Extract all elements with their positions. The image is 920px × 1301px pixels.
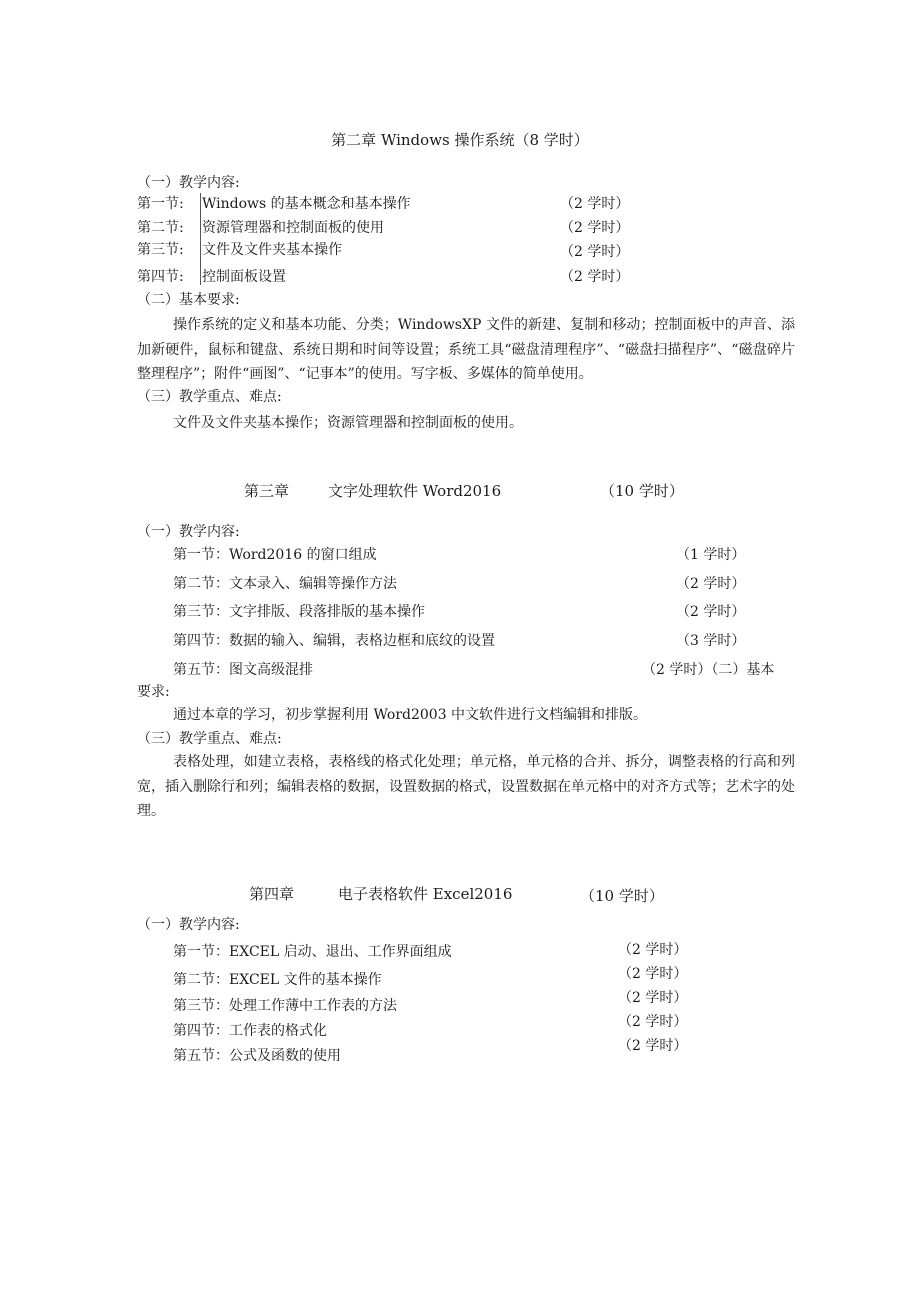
chapter3-content-heading: （一）教学内容:	[137, 524, 240, 540]
chapter3-key-points-heading: （三）教学重点、难点:	[137, 731, 282, 747]
chapter3-requirements-heading-cont: 要求:	[137, 684, 170, 700]
chapter2-section-label: 第二节:	[137, 220, 184, 236]
chapter3-section: 第五节：图文高级混排	[173, 662, 313, 678]
chapter3-requirements-text: 通过本章的学习，初步掌握利用 Word2003 中文软件进行文档编辑和排版。	[173, 707, 648, 723]
chapter4-section-hours: （2 学时）	[618, 1014, 688, 1030]
chapter4-section-hours: （2 学时）	[618, 990, 688, 1006]
chapter2-section-label: 第四节:	[137, 269, 184, 285]
chapter4-title: 电子表格软件 Excel2016	[338, 885, 513, 903]
chapter2-section-hours: （2 学时）	[560, 220, 630, 236]
chapter3-section: 第二节：文本录入、编辑等操作方法	[173, 576, 397, 592]
chapter2-section-hours: （2 学时）	[560, 269, 630, 285]
chapter4-content-heading: （一）教学内容:	[137, 917, 240, 933]
chapter3-section-hours: （3 学时）	[676, 633, 746, 649]
chapter3-title: 文字处理软件 Word2016	[328, 482, 502, 500]
chapter4-hours: （10 学时）	[580, 887, 664, 905]
chapter2-section-title: 文件及文件夹基本操作	[202, 242, 342, 258]
chapter4-section: 第四节：工作表的格式化	[173, 1023, 327, 1039]
chapter3-hours: （10 学时）	[600, 482, 684, 500]
chapter3-section: 第一节：Word2016 的窗口组成	[173, 547, 377, 563]
chapter3-section-hours: （2 学时）（二）基本	[642, 662, 775, 678]
chapter2-section-title: Windows 的基本概念和基本操作	[202, 196, 411, 212]
chapter4-section: 第三节：处理工作薄中工作表的方法	[173, 998, 397, 1014]
chapter3-number: 第三章	[244, 482, 290, 500]
section-divider-line	[200, 193, 201, 285]
chapter2-section-hours: （2 学时）	[560, 196, 630, 212]
chapter2-requirements-text: 操作系统的定义和基本功能、分类；WindowsXP 文件的新建、复制和移动；控制面板中的声音、添加新硬件，鼠标和键盘、系统日期和时间等设置；系统工具“磁盘清理程序”、“磁盘扫描程序”、“磁盘碎片整理程序”；附件“画图”、“记事本”的使用。写字板、多媒体的简单使用。	[137, 317, 795, 382]
chapter4-section-hours: （2 学时）	[618, 942, 688, 958]
chapter4-section: 第一节：EXCEL 启动、退出、工作界面组成	[173, 944, 452, 960]
chapter3-section: 第三节：文字排版、段落排版的基本操作	[173, 604, 425, 620]
chapter2-key-points-text: 文件及文件夹基本操作；资源管理器和控制面板的使用。	[173, 415, 523, 431]
chapter2-section-title: 资源管理器和控制面板的使用	[202, 220, 384, 236]
chapter2-key-points-heading: （三）教学重点、难点:	[137, 389, 282, 405]
chapter2-section-label: 第三节:	[137, 242, 184, 258]
chapter2-section-title: 控制面板设置	[202, 269, 286, 285]
chapter2-content-heading: （一）教学内容:	[137, 175, 240, 191]
chapter4-section: 第二节：EXCEL 文件的基本操作	[173, 972, 382, 988]
chapter3-section-hours: （2 学时）	[676, 576, 746, 592]
chapter2-section-label: 第一节:	[137, 196, 184, 212]
chapter4-section-hours: （2 学时）	[618, 966, 688, 982]
chapter2-section-hours: （2 学时）	[560, 244, 630, 260]
chapter4-number: 第四章	[249, 885, 295, 903]
chapter3-section-hours: （2 学时）	[676, 604, 746, 620]
chapter3-key-points-text: 表格处理，如建立表格，表格线的格式化处理；单元格，单元格的合并、拆分，调整表格的行高和列宽，插入删除行和列；编辑表格的数据，设置数据的格式，设置数据在单元格中的对齐方式等；艺术字的处理。	[137, 754, 795, 819]
chapter3-section-hours: （1 学时）	[676, 547, 746, 563]
chapter2-requirements-heading: （二）基本要求:	[137, 292, 240, 308]
chapter4-section-hours: （2 学时）	[618, 1038, 688, 1054]
chapter2-title: 第二章 Windows 操作系统（8 学时）	[331, 131, 589, 149]
chapter3-section: 第四节：数据的输入、编辑，表格边框和底纹的设置	[173, 633, 495, 649]
chapter4-section: 第五节：公式及函数的使用	[173, 1048, 341, 1064]
